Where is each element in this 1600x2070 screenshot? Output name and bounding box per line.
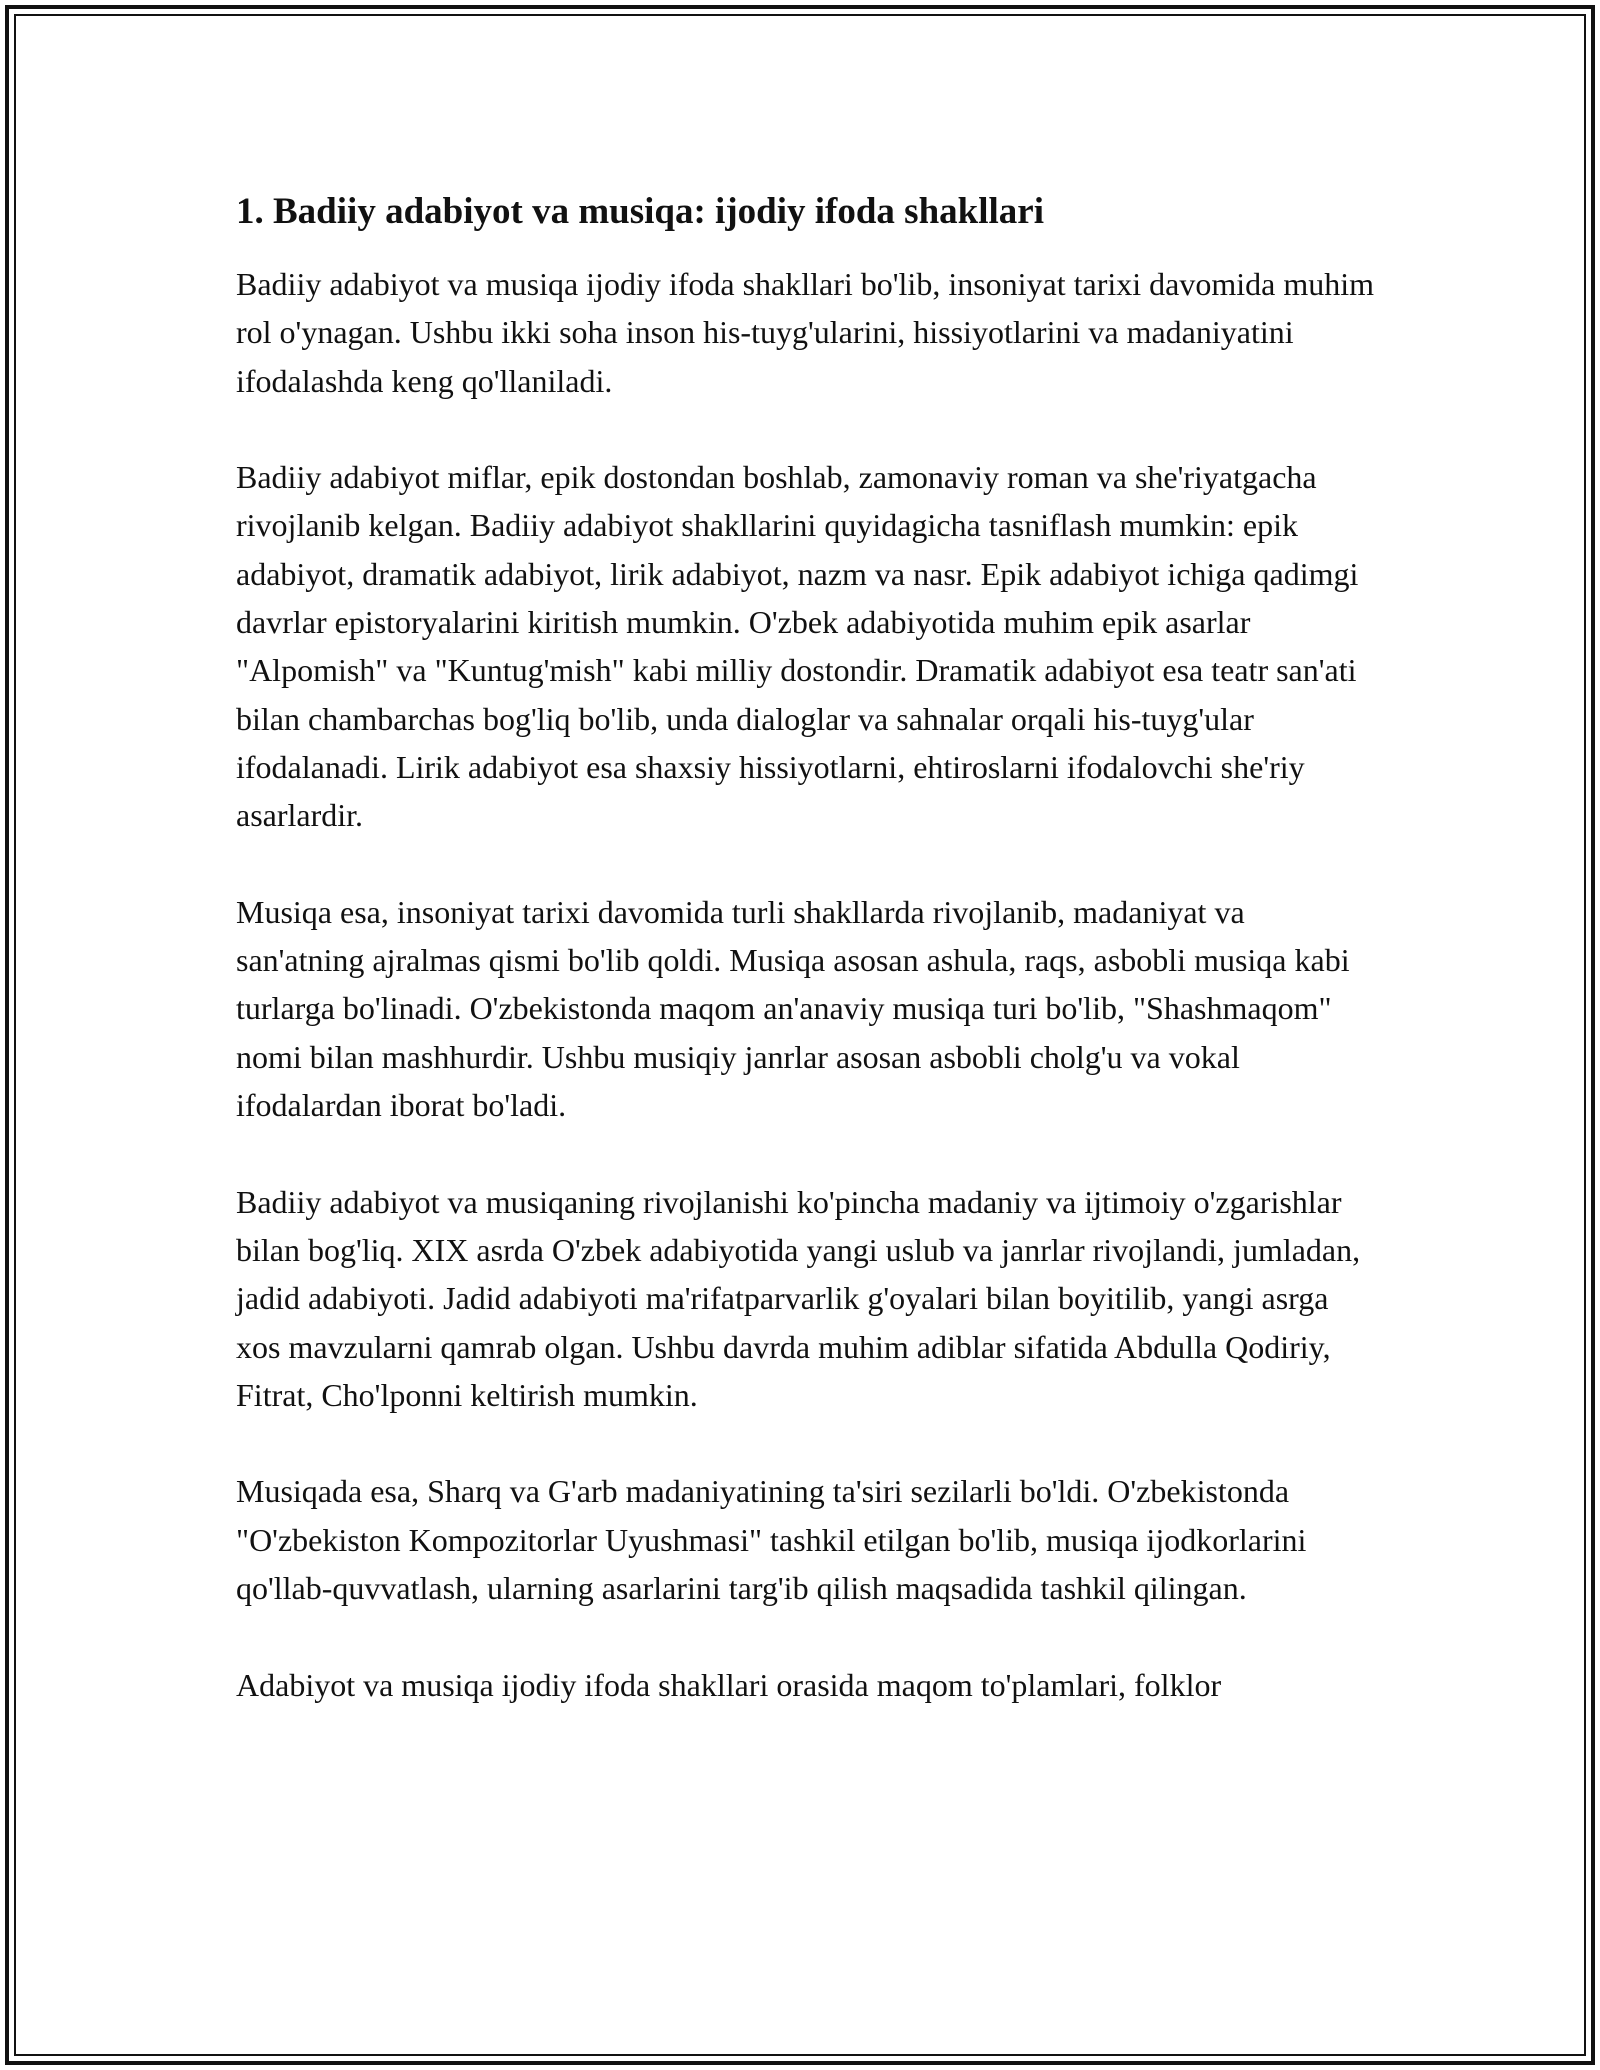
paragraph-intro: Badiiy adabiyot va musiqa ijodiy ifoda shakllari bo'lib, insoniyat tarixi davomida muhim rol o'ynagan. Ushbu ikki soha inson his-tuyg'ularini, hissiyotlarini va madaniyatini ifodalashda keng qo'llaniladi.: [236, 266, 1375, 399]
paragraph-development: Badiiy adabiyot va musiqaning rivojlanishi ko'pincha madaniy va ijtimoiy o'zgarishlar bilan bog'liq. XIX asrda O'zbek adabiyotida yangi uslub va janrlar rivojlandi, jumladan, jadid adabiyoti. Jadid adabiyoti ma'rifatparvarlik g'oyalari bilan boyitilib, yangi asrga xos mavzularni qamrab olgan. Ushbu davrda muhim adiblar sifatida Abdulla Qodiriy, Fitrat, Cho'lponni keltirish mumkin.: [236, 1183, 1361, 1413]
section-heading: 1. Badiiy adabiyot va musiqa: ijodiy ifoda shakllari: [236, 191, 1045, 232]
paragraph-music-influence: Musiqada esa, Sharq va G'arb madaniyatining ta'siri sezilarli bo'ldi. O'zbekistonda "O'zbekiston Kompozitorlar Uyushmasi" tashkil etilgan bo'lib, musiqa ijodkorlarini qo'llab-quvvatlash, ularning asarlarini targ'ib qilish maqsadida tashkil qilingan.: [236, 1473, 1307, 1607]
document-body: [236, 188, 1376, 1709]
paragraph-literature: Badiiy adabiyot miflar, epik dostondan boshlab, zamonaviy roman va she'riyatgacha rivojlanib kelgan. Badiiy adabiyot shakllarini quyidagicha tasniflash mumkin: epik adabiyot, dramatik adabiyot, lirik adabiyot, nazm va nasr. Epik adabiyot ichiga qadimgi davrlar epistoryalarini kiritish mumkin. O'zbek adabiyotida muhim epik asarlar "Alpomish" va "Kuntug'mish" kabi milliy dostondir. Dramatik adabiyot esa teatr san'ati bilan chambarchas bog'liq bo'lib, unda dialoglar va sahnalar orqali his-tuyg'ular ifodalanadi. Lirik adabiyot esa shaxsiy hissiyotlarni, ehtiroslarni ifodalovchi she'riy asarlardir.: [236, 459, 1359, 834]
paragraph-music: Musiqa esa, insoniyat tarixi davomida turli shakllarda rivojlanib, madaniyat va san'atning ajralmas qismi bo'lib qoldi. Musiqa asosan ashula, raqs, asbobli musiqa kabi turlarga bo'linadi. O'zbekistonda maqom an'anaviy musiqa turi bo'lib, "Shashmaqom" nomi bilan mashhurdir. Ushbu musiqiy janrlar asosan asbobli cholg'u va vokal ifodalardan iborat bo'ladi.: [236, 893, 1350, 1124]
paragraph-closing: Adabiyot va musiqa ijodiy ifoda shakllari orasida maqom to'plamlari, folklor: [236, 1666, 1222, 1703]
